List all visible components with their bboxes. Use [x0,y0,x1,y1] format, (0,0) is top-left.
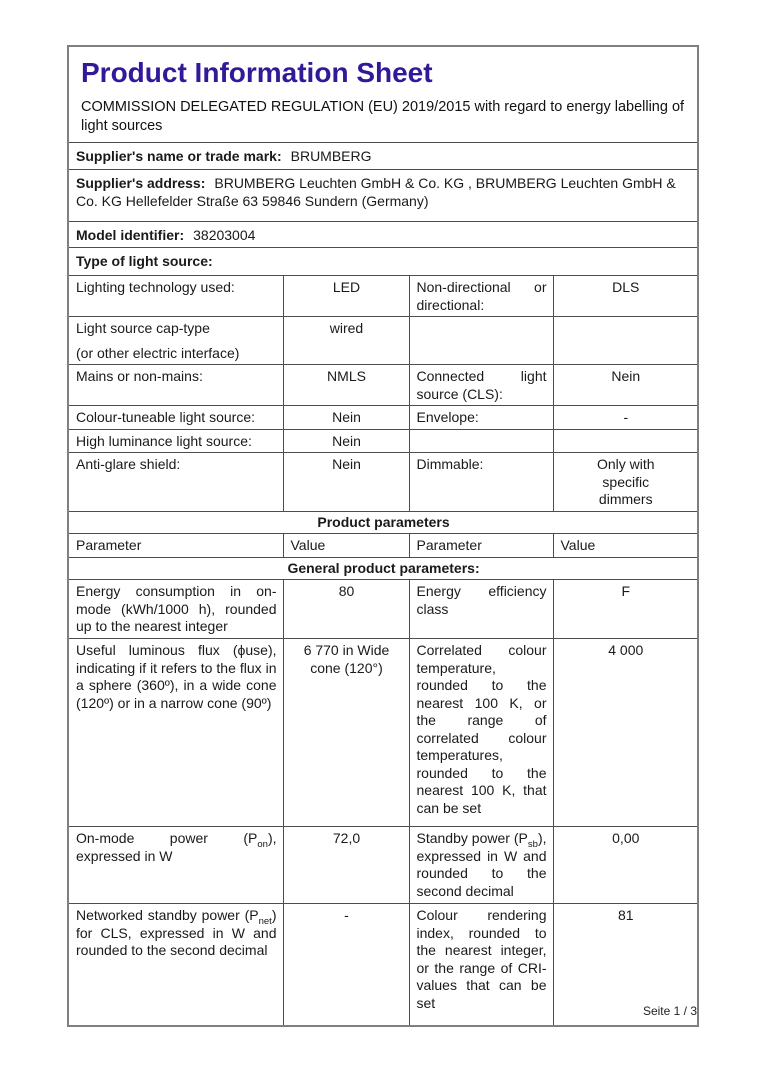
value-cell [283,639,409,827]
value-cell: Nein [553,365,698,406]
value-cell: 72,0 [283,827,409,904]
supplier-name-row [68,143,698,170]
param-line: Light source cap-type [76,320,210,336]
table-row [68,511,698,534]
param-cell: Envelope: [409,406,553,430]
table-row [68,365,698,406]
param-cell: Connected light source (CLS): [409,365,553,406]
general-parameters-heading: General product parameters: [68,557,698,580]
info-table [67,45,699,1027]
value-cell: - [553,406,698,430]
table-row [68,580,698,639]
supplier-name-label: Supplier's name or trade mark: [76,148,282,164]
table-row [68,170,698,222]
page-title: Product Information Sheet [81,57,433,88]
product-parameters-heading: Product parameters [68,511,698,534]
table-row [68,534,698,558]
table-row [68,222,698,248]
value-text: Only with specific dimmers [596,456,655,507]
value-cell: 80 [283,580,409,639]
value-cell: Nein [283,453,409,512]
supplier-address-value: BRUMBERG Leuchten GmbH & Co. KG , BRUMBERG Leuchten GmbH & Co. KG Hellefelder Straße 63 59846 Sundern (Germany) [76,175,676,209]
value-cell: 0,00 [553,827,698,904]
column-header: Parameter [68,534,283,558]
table-row [68,557,698,580]
value-cell: 4 000 [553,639,698,827]
table-row [68,406,698,430]
param-cell: Colour rendering index, rounded to the nearest integer, or the range of CRI-values that can be set [409,904,553,1026]
param-cell: High luminance light source: [68,429,283,453]
param-line: (or other electric interface) [76,344,240,361]
table-row [68,827,698,904]
table-row [68,143,698,170]
table-row [68,639,698,827]
model-identifier-row [68,222,698,248]
value-cell [553,317,698,365]
regulation-subtitle: COMMISSION DELEGATED REGULATION (EU) 2019/2015 with regard to energy labelling of light sources [81,99,685,134]
value-cell: 81 [553,904,698,1026]
value-cell [553,453,698,512]
value-cell [553,429,698,453]
value-cell: - [283,904,409,1026]
column-header: Parameter [409,534,553,558]
model-identifier-value: 38203004 [193,227,256,243]
param-cell [409,317,553,365]
value-cell: Nein [283,429,409,453]
value-cell: LED [283,276,409,317]
param-cell: Mains or non-mains: [68,365,283,406]
param-cell: Energy efficiency class [409,580,553,639]
param-cell: Standby power $(P_{sb})$, expressed in W and rounded to the second decimal [409,827,553,904]
table-row [68,317,698,365]
param-cell [68,317,283,365]
value-cell: Nein [283,406,409,430]
param-cell [409,429,553,453]
page-number: Seite 1 / 3 [642,1004,697,1018]
value-text: 6 770 in Wide cone (120°) [303,642,390,676]
param-cell: Non-directional or directional: [409,276,553,317]
table-row [68,429,698,453]
supplier-address-row [68,170,698,222]
column-header: Value [553,534,698,558]
param-cell: Lighting technology used: [68,276,283,317]
value-cell: DLS [553,276,698,317]
column-header: Value [283,534,409,558]
param-cell: Dimmable: [409,453,553,512]
param-cell: Correlated colour temperature, rounded to the nearest 100 K, or the range of correlated colour temperatures, rounded to the nearest 100 K, that can be set [409,639,553,827]
value-cell: NMLS [283,365,409,406]
model-identifier-label: Model identifier: [76,227,185,243]
param-cell: Networked standby power $(P_{net})$ for CLS, expressed in W and rounded to the second decimal [68,904,283,1026]
param-cell: Useful luminous flux (ϕuse), indicating if it refers to the flux in a sphere (360º), in a wide cone (120º) or in a narrow cone (90º) [68,639,283,827]
value-cell: F [553,580,698,639]
param-cell: Anti-glare shield: [68,453,283,512]
param-cell: On-mode power $(P_{on})$, expressed in W [68,827,283,904]
value-cell: wired [283,317,409,365]
type-section-heading: Type of light source: [68,248,698,276]
table-row [68,248,698,276]
title-block [68,46,698,143]
param-cell: Energy consumption in on-mode (kWh/1000 h), rounded up to the nearest integer [68,580,283,639]
supplier-name-value: BRUMBERG [290,148,372,164]
table-row [68,276,698,317]
supplier-address-label: Supplier's address: [76,175,206,191]
param-cell: Colour-tuneable light source: [68,406,283,430]
table-row [68,453,698,512]
table-row [68,46,698,143]
